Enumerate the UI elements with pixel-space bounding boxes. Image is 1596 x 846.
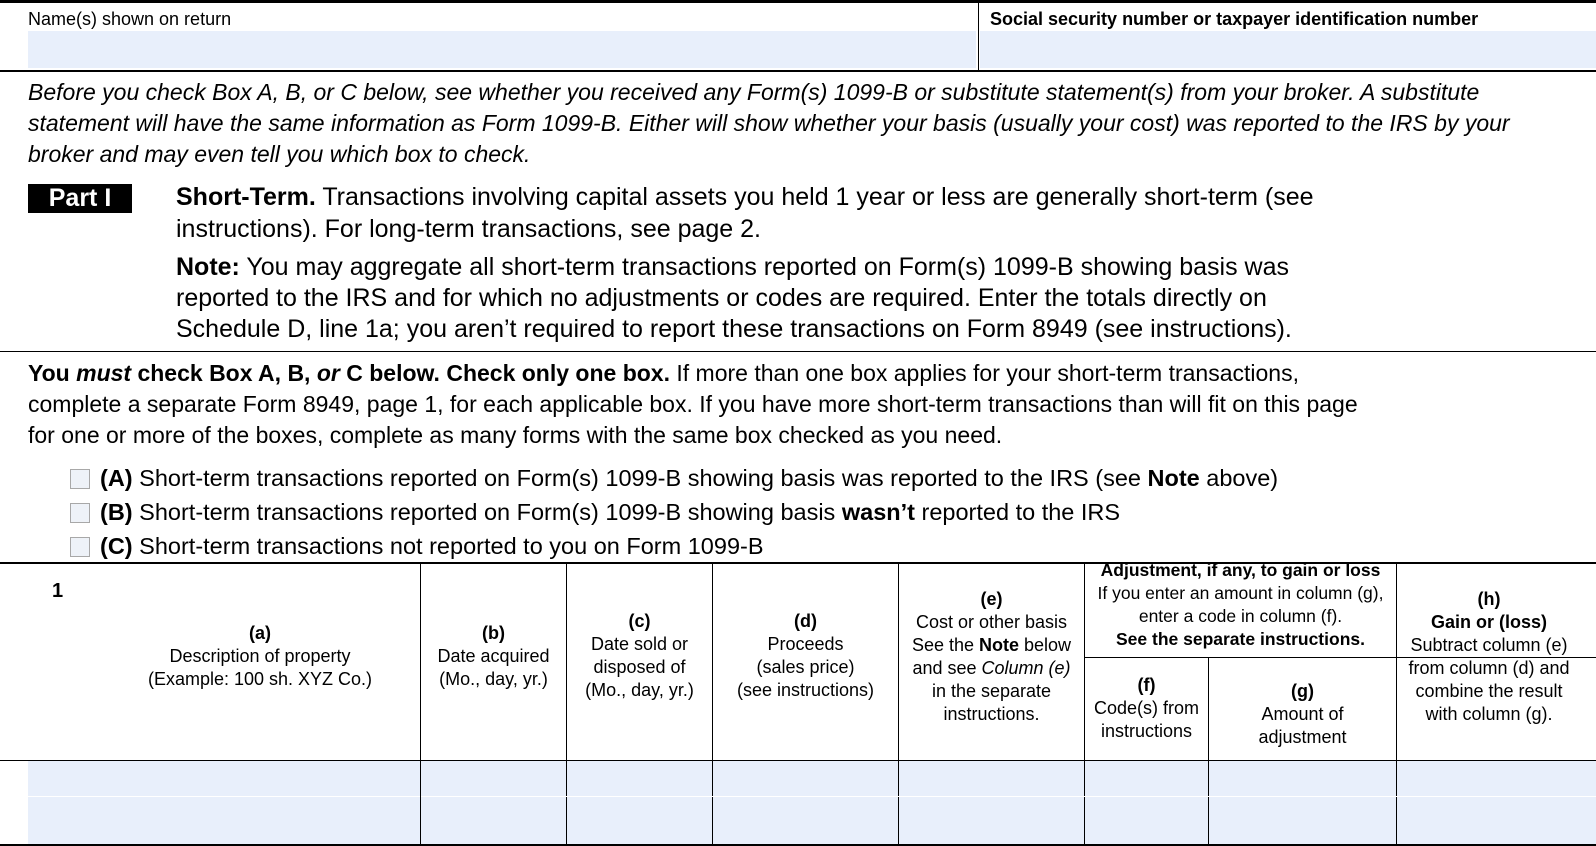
checkbox-c[interactable] [70, 537, 90, 557]
checkbox-b[interactable] [70, 503, 90, 523]
col-d-line-1: Proceeds [767, 634, 844, 654]
col-c-letter: (c) [628, 611, 651, 631]
col-f-line-1: Code(s) from [1093, 698, 1200, 718]
col-b-line-2: (Mo., day, yr.) [439, 669, 548, 689]
ssn-label: Social security number or taxpayer identification number [990, 9, 1479, 29]
box-b-letter: (B) [100, 499, 133, 525]
note-line-3: Schedule D, line 1a; you aren’t required to report these transactions on Form 8949 (see instructions). [176, 315, 1292, 343]
col-e-l2c: below [1019, 635, 1072, 655]
must-b1: You [28, 360, 77, 386]
cell-f[interactable] [1085, 761, 1208, 844]
col-d-header [713, 610, 898, 702]
adj-line-1: If you enter an amount in column (g), [1097, 583, 1384, 603]
col-h-letter: (h) [1477, 589, 1501, 609]
adjustment-header [1085, 559, 1396, 651]
cell-g[interactable] [1209, 761, 1396, 844]
adj-line-2: enter a code in column (f). [1138, 606, 1343, 626]
col-e-header [899, 588, 1084, 726]
col-e-line-1: Cost or other basis [915, 612, 1068, 632]
col-e-letter: (e) [980, 589, 1003, 609]
name-label: Name(s) shown on return [28, 9, 232, 29]
box-b-text: Short-term transactions reported on Form(s) 1099-B showing basis [132, 499, 842, 525]
col-a-letter: (a) [249, 623, 271, 643]
row-sep-rest [421, 796, 1596, 797]
part-line-2: instructions). For long-term transactions, see page 2. [176, 215, 761, 243]
must-check-paragraph [28, 358, 1596, 451]
col-b-header [421, 622, 566, 691]
col-c-line-2: disposed of [593, 657, 686, 677]
note-line-2: reported to the IRS and for which no adjustments or codes are required. Enter the totals directly on [176, 284, 1267, 312]
box-a-text: Short-term transactions reported on Form(s) 1099-B showing basis was reported to the IRS (see [132, 465, 1148, 491]
note-label: Note: [176, 253, 240, 281]
col-h-line-4: with column (g). [1425, 704, 1553, 724]
cell-a[interactable] [28, 761, 420, 844]
part-line-1: Transactions involving capital assets you held 1 year or less are generally short-term (see [315, 183, 1314, 211]
col-g-letter: (g) [1291, 681, 1314, 701]
box-a-bold: Note [1147, 465, 1200, 491]
col-d-letter: (d) [794, 611, 817, 631]
col-d-line-3: (see instructions) [736, 680, 875, 700]
adj-line-3: See the separate instructions. [1116, 629, 1365, 649]
part-bottom-rule [0, 351, 1596, 352]
col-e-line-5: instructions. [943, 704, 1040, 724]
note-line-1: You may aggregate all short-term transactions reported on Form(s) 1099-B showing basis was [239, 253, 1290, 281]
col-g-line-1: Amount of [1261, 704, 1344, 724]
intro-line-3: broker and may even tell you which box to check. [28, 141, 531, 167]
col-c-line-1: Date sold or [590, 634, 689, 654]
col-b-line-1: Date acquired [437, 646, 550, 666]
col-g-line-2: adjustment [1258, 727, 1347, 747]
intro-line-2: statement will have the same information as Form 1099-B. Either will show whether your basis (usually your cost) was reported to the IRS by your [28, 110, 1510, 136]
row-sep-a [28, 796, 420, 797]
cell-c[interactable] [567, 761, 712, 844]
box-a-letter: (A) [100, 465, 133, 491]
part-badge: Part I [28, 184, 132, 213]
name-input[interactable] [28, 31, 976, 68]
col-f-line-2: instructions [1100, 721, 1193, 741]
part-heading-paragraph [176, 181, 1596, 245]
col-e-line-4: in the separate [931, 681, 1052, 701]
col-g-header [1209, 680, 1396, 749]
col-h-line-3: combine the result [1415, 681, 1563, 701]
box-b-tail: reported to the IRS [914, 499, 1121, 525]
col-a-line-1: Description of property [169, 646, 351, 666]
col-h-title: Gain or (loss) [1430, 612, 1547, 632]
col-b-letter: (b) [482, 623, 505, 643]
col-f-letter: (f) [1137, 675, 1156, 695]
col-c-header [567, 610, 712, 702]
must-line-2: complete a separate Form 8949, page 1, for each applicable box. If you have more short-term transactions than will fit on this page [28, 391, 1358, 417]
header-bottom-rule [0, 70, 1596, 72]
cell-b[interactable] [421, 761, 566, 844]
box-a-tail: above) [1199, 465, 1279, 491]
line-number: 1 [52, 580, 64, 602]
must-line-3: for one or more of the boxes, complete as many forms with the same box checked as you need. [28, 422, 1003, 448]
col-h-line-2: from column (d) and [1408, 658, 1570, 678]
or-word: or [316, 360, 340, 386]
must-b2: check Box A, B, [131, 360, 317, 386]
col-f-header [1085, 674, 1208, 743]
col-e-l3b: Column (e) [981, 658, 1071, 678]
ssn-input[interactable] [980, 31, 1596, 68]
col-e-l3a: and see [912, 658, 982, 678]
must-b3: C below. Check only one box. [339, 360, 670, 386]
col-e-l2b: Note [979, 635, 1020, 655]
box-c-text: Short-term transactions not reported to you on Form 1099-B [132, 533, 764, 559]
note-paragraph [176, 252, 1596, 345]
cell-e[interactable] [899, 761, 1084, 844]
box-b-bold: wasn’t [841, 499, 915, 525]
header-divider [978, 3, 979, 70]
col-c-line-3: (Mo., day, yr.) [585, 680, 694, 700]
checkbox-row-c [70, 530, 764, 562]
cell-h[interactable] [1397, 761, 1596, 844]
col-h-header [1397, 588, 1581, 726]
col-a-header [70, 622, 450, 691]
must-word: must [76, 360, 132, 386]
col-h-clip [1397, 588, 1596, 728]
intro-paragraph [28, 77, 1596, 170]
col-e-l2a: See the [911, 635, 980, 655]
checkbox-row-a [70, 462, 1278, 494]
col-d-line-2: (sales price) [756, 657, 855, 677]
top-rule [0, 0, 1596, 3]
col-a-line-2: (Example: 100 sh. XYZ Co.) [147, 669, 373, 689]
intro-line-1: Before you check Box A, B, or C below, see whether you received any Form(s) 1099-B or substitute statement(s) from your broker. A substitute [28, 79, 1480, 105]
cell-d[interactable] [713, 761, 898, 844]
col-h-line-1: Subtract column (e) [1410, 635, 1568, 655]
must-line-1: If more than one box applies for your short-term transactions, [670, 360, 1299, 386]
checkbox-a[interactable] [70, 469, 90, 489]
part-heading: Short-Term. [176, 183, 316, 211]
checkbox-row-b [70, 496, 1120, 528]
adj-title: Adjustment, if any, to gain or loss [1100, 560, 1381, 580]
box-c-letter: (C) [100, 533, 133, 559]
